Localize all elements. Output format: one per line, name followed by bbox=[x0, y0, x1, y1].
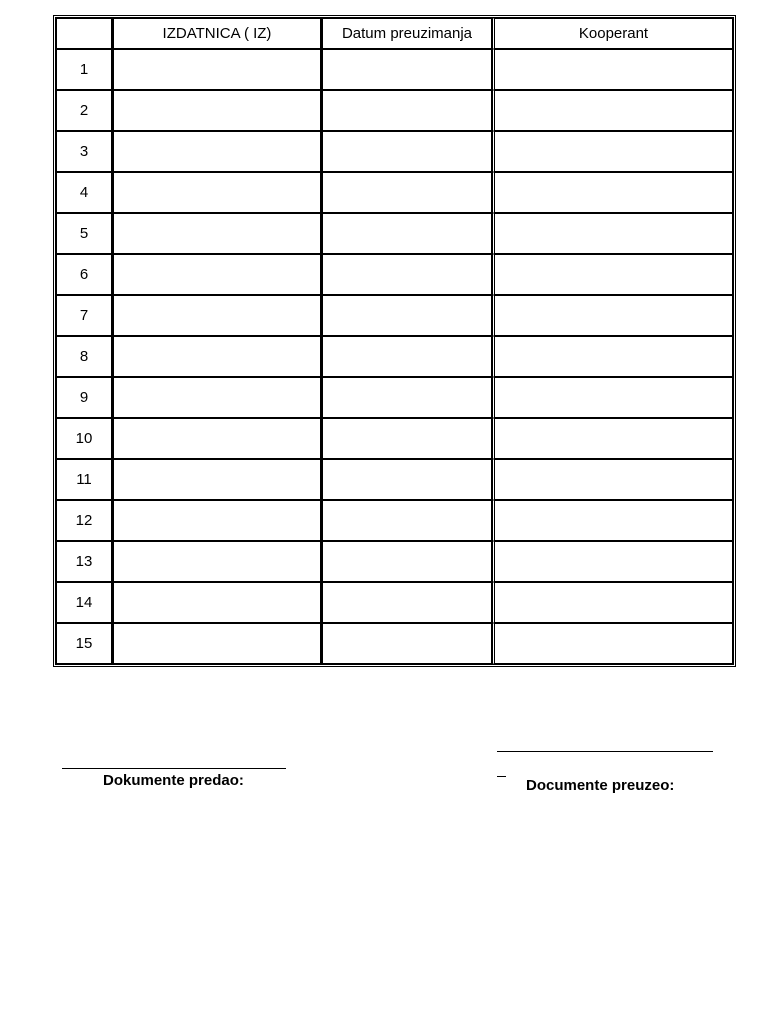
document-table bbox=[53, 15, 736, 667]
datum-cell bbox=[321, 295, 492, 336]
table-row bbox=[56, 459, 733, 500]
row-number-cell: 11 bbox=[56, 459, 112, 500]
kooperant-cell bbox=[492, 459, 733, 500]
izdatnica-cell bbox=[112, 336, 321, 377]
datum-cell bbox=[321, 377, 492, 418]
izdatnica-cell bbox=[112, 500, 321, 541]
table-row bbox=[56, 582, 733, 623]
datum-cell bbox=[321, 172, 492, 213]
table-row bbox=[56, 418, 733, 459]
kooperant-cell bbox=[492, 336, 733, 377]
row-number-cell: 15 bbox=[56, 623, 112, 664]
row-number-cell: 8 bbox=[56, 336, 112, 377]
row-number-cell: 7 bbox=[56, 295, 112, 336]
datum-cell bbox=[321, 623, 492, 664]
kooperant-cell bbox=[492, 582, 733, 623]
kooperant-cell bbox=[492, 254, 733, 295]
izdatnica-cell bbox=[112, 418, 321, 459]
izdatnica-cell bbox=[112, 582, 321, 623]
table-row bbox=[56, 172, 733, 213]
row-number-cell: 2 bbox=[56, 90, 112, 131]
izdatnica-cell bbox=[112, 541, 321, 582]
row-number-cell: 12 bbox=[56, 500, 112, 541]
izdatnica-cell bbox=[112, 49, 321, 90]
izdatnica-cell bbox=[112, 623, 321, 664]
signature-label-right: Documente preuzeo: bbox=[526, 777, 675, 794]
izdatnica-cell bbox=[112, 90, 321, 131]
header-izdatnica: IZDATNICA ( IZ) bbox=[112, 18, 321, 49]
kooperant-cell bbox=[492, 377, 733, 418]
datum-cell bbox=[321, 213, 492, 254]
datum-cell bbox=[321, 418, 492, 459]
row-number-cell: 13 bbox=[56, 541, 112, 582]
signature-label-left: Dokumente predao: bbox=[103, 772, 244, 789]
kooperant-cell bbox=[492, 49, 733, 90]
table-row bbox=[56, 377, 733, 418]
izdatnica-cell bbox=[112, 254, 321, 295]
kooperant-cell bbox=[492, 623, 733, 664]
table-row bbox=[56, 213, 733, 254]
table-row bbox=[56, 131, 733, 172]
table-row bbox=[56, 623, 733, 664]
signature-line-right bbox=[497, 735, 713, 752]
row-number-cell: 9 bbox=[56, 377, 112, 418]
kooperant-cell bbox=[492, 131, 733, 172]
table-row bbox=[56, 90, 733, 131]
kooperant-cell bbox=[492, 295, 733, 336]
kooperant-cell bbox=[492, 418, 733, 459]
kooperant-cell bbox=[492, 90, 733, 131]
datum-cell bbox=[321, 49, 492, 90]
signature-line-right-tail bbox=[497, 760, 506, 777]
table-header-row bbox=[56, 18, 733, 49]
datum-cell bbox=[321, 131, 492, 172]
izdatnica-cell bbox=[112, 131, 321, 172]
table-row bbox=[56, 336, 733, 377]
kooperant-cell bbox=[492, 172, 733, 213]
table-row bbox=[56, 541, 733, 582]
datum-cell bbox=[321, 336, 492, 377]
table-body bbox=[56, 49, 733, 664]
kooperant-cell bbox=[492, 541, 733, 582]
row-number-cell: 4 bbox=[56, 172, 112, 213]
signature-line-left bbox=[62, 752, 286, 769]
header-kooperant: Kooperant bbox=[492, 18, 733, 49]
datum-cell bbox=[321, 254, 492, 295]
row-number-cell: 10 bbox=[56, 418, 112, 459]
datum-cell bbox=[321, 582, 492, 623]
izdatnica-cell bbox=[112, 213, 321, 254]
datum-cell bbox=[321, 541, 492, 582]
row-number-cell: 3 bbox=[56, 131, 112, 172]
table-row bbox=[56, 49, 733, 90]
datum-cell bbox=[321, 90, 492, 131]
table-row bbox=[56, 295, 733, 336]
header-number bbox=[56, 18, 112, 49]
izdatnica-cell bbox=[112, 459, 321, 500]
row-number-cell: 1 bbox=[56, 49, 112, 90]
kooperant-cell bbox=[492, 213, 733, 254]
kooperant-cell bbox=[492, 500, 733, 541]
table-row bbox=[56, 500, 733, 541]
datum-cell bbox=[321, 459, 492, 500]
izdatnica-cell bbox=[112, 377, 321, 418]
row-number-cell: 6 bbox=[56, 254, 112, 295]
row-number-cell: 5 bbox=[56, 213, 112, 254]
izdatnica-cell bbox=[112, 172, 321, 213]
table-row bbox=[56, 254, 733, 295]
row-number-cell: 14 bbox=[56, 582, 112, 623]
datum-cell bbox=[321, 500, 492, 541]
header-datum-preuzimanja: Datum preuzimanja bbox=[321, 18, 492, 49]
izdatnica-cell bbox=[112, 295, 321, 336]
